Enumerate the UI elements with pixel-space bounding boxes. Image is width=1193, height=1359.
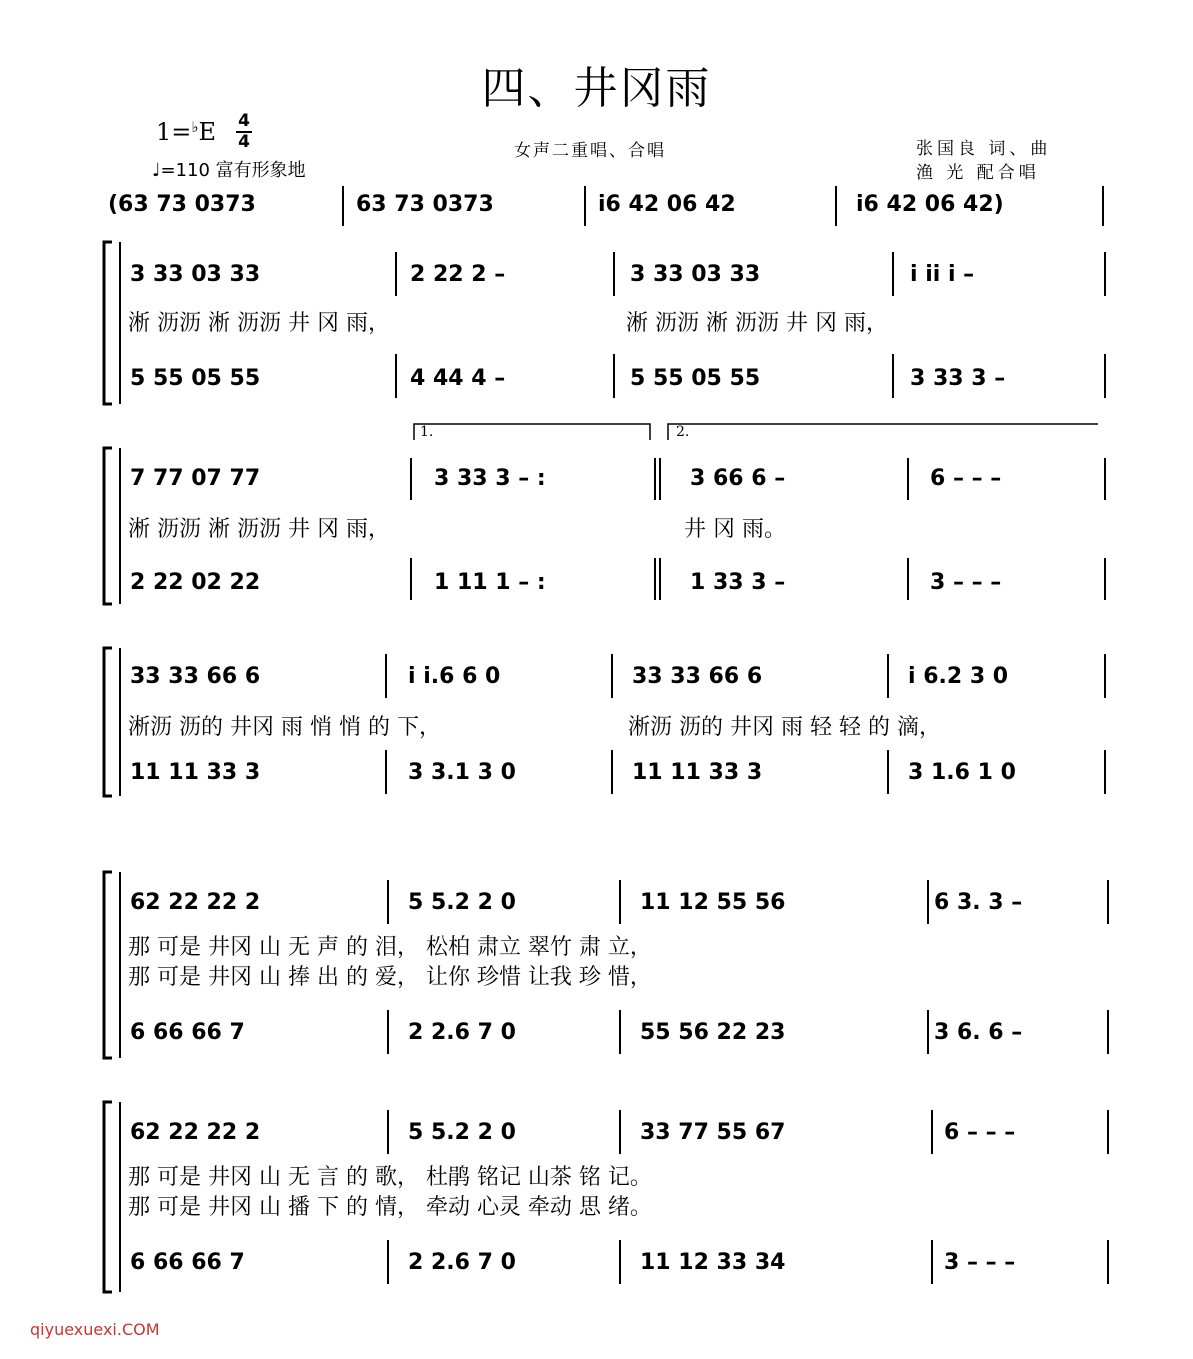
upper-measure: 7 77 07 77	[130, 466, 261, 491]
lower-measure: 11 12 33 34	[640, 1250, 786, 1275]
performance-note: 女声二重唱、合唱	[514, 141, 666, 161]
lower-measure: 3 1.6 1 0	[908, 760, 1016, 785]
lower-measure: 2 2.6 7 0	[408, 1250, 516, 1275]
lyric-line: 那 可是 井冈 山 无 言 的 歌， 杜鹃 铭记 山茶 铭 记。	[128, 1165, 652, 1190]
upper-measure: i 6.2 3 0	[908, 664, 1009, 689]
lyric-line: 那 可是 井冈 山 捧 出 的 爱， 让你 珍惜 让我 珍 惜，	[128, 965, 652, 990]
upper-measure: 11 12 55 56	[640, 890, 786, 915]
intro-measure: i6 42 06 42	[598, 192, 736, 217]
upper-measure: 33 77 55 67	[640, 1120, 786, 1145]
intro-measure: i6 42 06 42)	[856, 192, 1004, 217]
upper-measure: 2 22 2 –	[410, 262, 506, 287]
lower-measure: 3 – – –	[930, 570, 1002, 595]
lyric-line: 淅沥 沥的 井冈 雨 轻 轻 的 滴，	[628, 715, 941, 740]
upper-measure: i i.6 6 0	[408, 664, 501, 689]
lower-measure: 3 6. 6 –	[934, 1020, 1023, 1045]
upper-measure: i ii i –	[910, 262, 975, 287]
lyric-line: 井 冈 雨。	[684, 517, 786, 542]
intro-measure: (63 73 0373	[108, 192, 256, 217]
volta-2: 2.	[676, 424, 690, 440]
page-title: 四、井冈雨	[481, 63, 712, 114]
lower-measure: 3 – – –	[944, 1250, 1016, 1275]
upper-measure: 6 3. 3 –	[934, 890, 1023, 915]
lower-measure: 2 22 02 22	[130, 570, 261, 595]
lyric-line: 淅 沥沥 淅 沥沥 井 冈 雨，	[626, 311, 888, 336]
lower-measure: 6 66 66 7	[130, 1250, 245, 1275]
upper-measure: 3 33 3 – :	[434, 466, 546, 491]
lower-measure: 4 44 4 –	[410, 366, 506, 391]
lower-measure: 11 11 33 3	[632, 760, 763, 785]
lower-measure: 6 66 66 7	[130, 1020, 245, 1045]
upper-measure: 6 – – –	[944, 1120, 1016, 1145]
lower-measure: 55 56 22 23	[640, 1020, 786, 1045]
lyric-line: 淅 沥沥 淅 沥沥 井 冈 雨，	[128, 311, 390, 336]
upper-measure: 62 22 22 2	[130, 890, 261, 915]
credit-arrangement: 渔 光 配合唱	[916, 163, 1040, 183]
upper-measure: 62 22 22 2	[130, 1120, 261, 1145]
lyric-line: 淅沥 沥的 井冈 雨 悄 悄 的 下，	[128, 715, 441, 740]
upper-measure: 33 33 66 6	[130, 664, 261, 689]
lower-measure: 3 3.1 3 0	[408, 760, 516, 785]
time-signature: 4 4	[236, 112, 252, 152]
lower-measure: 3 33 3 –	[910, 366, 1006, 391]
key-signature: 1=♭E	[156, 118, 216, 146]
watermark: qiyuexuexi.COM	[30, 1320, 160, 1339]
upper-measure: 33 33 66 6	[632, 664, 763, 689]
upper-measure: 6 – – –	[930, 466, 1002, 491]
credit-lyrics: 张国良 词、曲	[916, 139, 1052, 159]
intro-measure: 63 73 0373	[356, 192, 494, 217]
upper-measure: 3 33 03 33	[130, 262, 261, 287]
lower-measure: 5 55 05 55	[630, 366, 761, 391]
volta-1: 1.	[420, 424, 434, 440]
upper-measure: 3 33 03 33	[630, 262, 761, 287]
lyric-line: 那 可是 井冈 山 播 下 的 情， 牵动 心灵 牵动 思 绪。	[128, 1195, 652, 1220]
upper-measure: 5 5.2 2 0	[408, 1120, 516, 1145]
tempo-marking: ♩=110 富有形象地	[152, 160, 306, 181]
lower-measure: 5 55 05 55	[130, 366, 261, 391]
lower-measure: 1 33 3 –	[690, 570, 786, 595]
lyric-line: 那 可是 井冈 山 无 声 的 泪， 松柏 肃立 翠竹 肃 立，	[128, 935, 652, 960]
upper-measure: 5 5.2 2 0	[408, 890, 516, 915]
upper-measure: 3 66 6 –	[690, 466, 786, 491]
lyric-line: 淅 沥沥 淅 沥沥 井 冈 雨，	[128, 517, 390, 542]
lower-measure: 11 11 33 3	[130, 760, 261, 785]
lower-measure: 2 2.6 7 0	[408, 1020, 516, 1045]
lower-measure: 1 11 1 – :	[434, 570, 546, 595]
